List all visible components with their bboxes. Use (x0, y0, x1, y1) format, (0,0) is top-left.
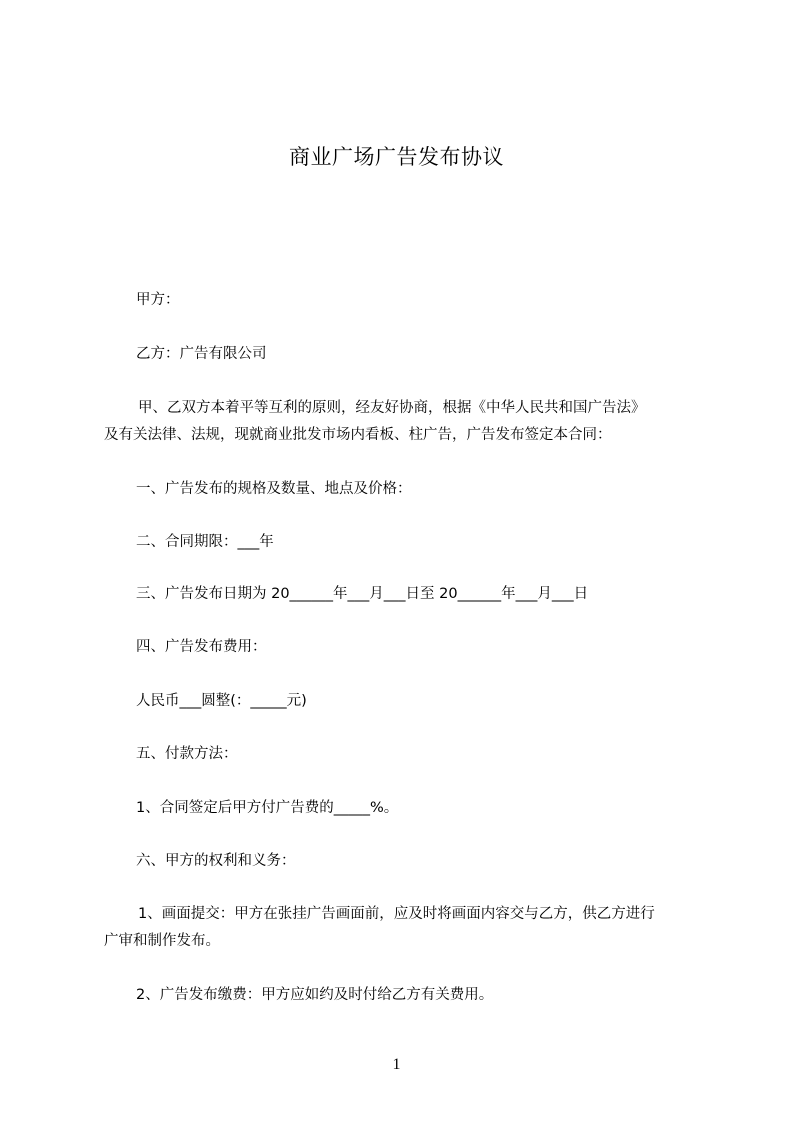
clause-1-heading: 一、广告发布的规格及数量、地点及价格： (136, 481, 412, 497)
preamble-line-1: 甲、乙双方本着平等互利的原则，经友好协商，根据《中华人民共和国广告法》 (138, 400, 646, 416)
duty-item-1-line-1: 1、画面提交：甲方在张挂广告画面前，应及时将画面内容交与乙方，供乙方进行 (138, 906, 655, 922)
party-b-line: 乙方：广告有限公司 (136, 346, 267, 362)
payment-item-1: 1、合同签定后甲方付广告费的_____%。 (136, 800, 399, 816)
document-title: 商业广场广告发布协议 (289, 145, 504, 169)
clause-6-heading: 六、甲方的权利和义务： (136, 853, 296, 869)
clause-2-term: 二、合同期限：___年 (136, 534, 274, 550)
clause-3-dates: 三、广告发布日期为 20______年___月___日至 20______年___月___日 (136, 586, 589, 602)
duty-item-2: 2、广告发布缴费：甲方应如约及时付给乙方有关费用。 (136, 987, 494, 1003)
party-a-line: 甲方： (136, 292, 180, 308)
clause-4-heading: 四、广告发布费用： (136, 639, 267, 655)
fee-amount-line: 人民币___圆整(：_____元) (136, 693, 307, 709)
duty-item-1-line-2: 广审和制作发布。 (104, 933, 220, 949)
clause-5-heading: 五、付款方法： (136, 746, 238, 762)
page-number: 1 (392, 1056, 401, 1073)
preamble-line-2: 及有关法律、法规，现就商业批发市场内看板、柱广告，广告发布签定本合同： (104, 427, 612, 443)
